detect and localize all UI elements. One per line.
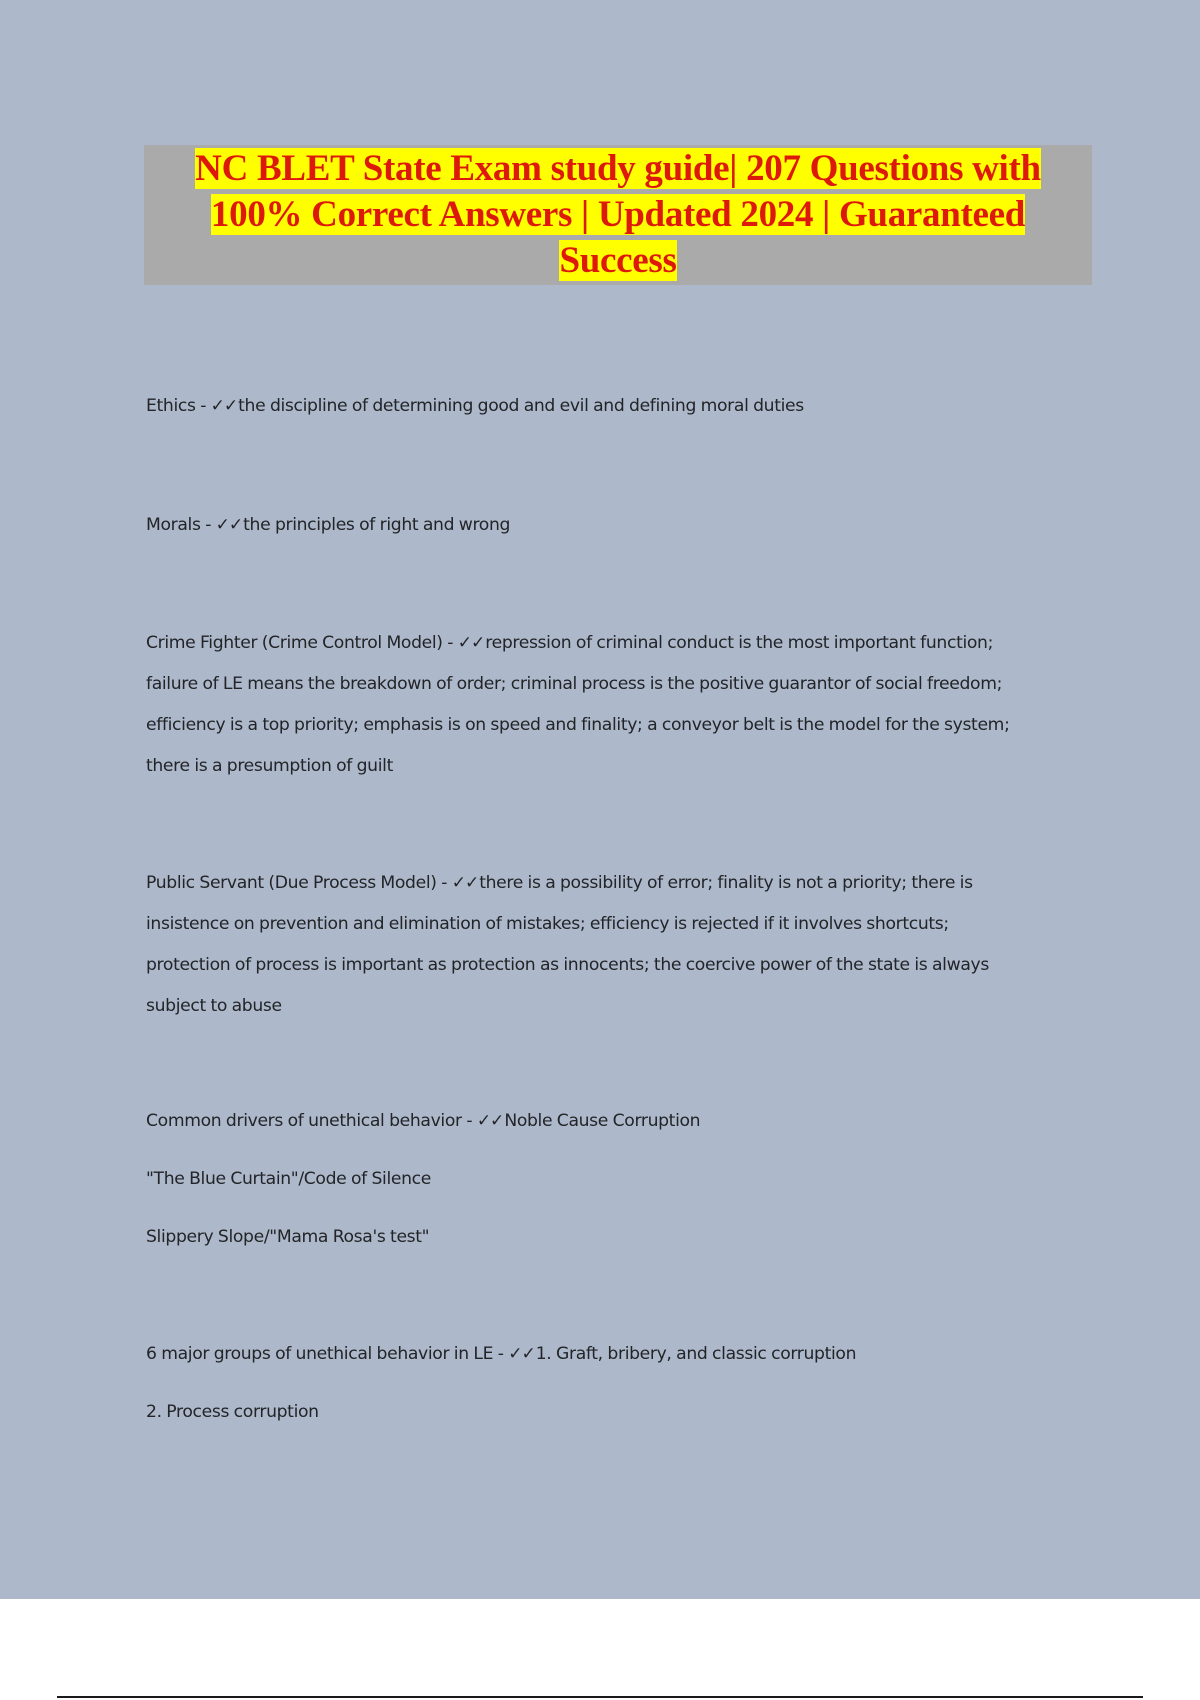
flashcard-entry-ethics: [146, 386, 1096, 427]
entry-separator: -: [442, 633, 458, 653]
entry-answer-line: subject to abuse: [146, 996, 282, 1016]
entry-term: 6 major groups of unethical behavior in LE: [146, 1344, 494, 1364]
entry-line: [146, 1101, 1096, 1159]
double-checkmark-icon: ✓✓: [210, 396, 238, 416]
entry-term: Ethics: [146, 396, 196, 416]
entry-answer-line: "The Blue Curtain"/Code of Silence: [146, 1169, 431, 1189]
entry-line: [146, 1334, 1096, 1392]
entry-term: Common drivers of unethical behavior: [146, 1111, 462, 1131]
entry-answer: there is a possibility of error; finality is not a priority; there is: [479, 873, 973, 893]
title-line-3: Success: [559, 240, 677, 281]
entry-separator: -: [436, 873, 452, 893]
double-checkmark-icon: ✓✓: [451, 873, 479, 893]
entry-term: Morals: [146, 515, 201, 535]
title-banner: [144, 145, 1092, 285]
entry-answer: repression of criminal conduct is the most important function;: [485, 633, 994, 653]
flashcard-entry-morals: [146, 505, 1096, 546]
double-checkmark-icon: ✓✓: [508, 1344, 535, 1364]
entry-answer-line: failure of LE means the breakdown of order; criminal process is the positive guarantor of social freedom;: [146, 674, 1003, 694]
entry-answer-line: insistence on prevention and elimination of mistakes; efficiency is rejected if it involves shortcuts;: [146, 914, 949, 934]
entry-answer-line: protection of process is important as protection as innocents; the coercive power of the state is always: [146, 955, 989, 975]
entry-separator: -: [200, 515, 216, 535]
entry-line: [146, 505, 1096, 546]
flashcard-entry-common-drivers: [146, 1101, 1096, 1258]
entry-separator: -: [195, 396, 211, 416]
entry-answer-line: there is a presumption of guilt: [146, 756, 393, 776]
entry-line: [146, 863, 1096, 904]
entry-answer-line: 2. Process corruption: [146, 1402, 319, 1422]
double-checkmark-icon: ✓✓: [457, 633, 485, 653]
entry-line: [146, 386, 1096, 427]
entry-answer: the discipline of determining good and evil and defining moral duties: [238, 396, 804, 416]
entry-line: [146, 623, 1096, 664]
entry-separator: -: [493, 1344, 509, 1364]
double-checkmark-icon: ✓✓: [215, 515, 243, 535]
double-checkmark-icon: ✓✓: [476, 1111, 504, 1131]
entry-answer: the principles of right and wrong: [243, 515, 511, 535]
entry-answer-line: Slippery Slope/"Mama Rosa's test": [146, 1227, 430, 1247]
entry-answer: Noble Cause Corruption: [504, 1111, 701, 1131]
title-line-1: NC BLET State Exam study guide| 207 Questions with: [195, 148, 1041, 189]
document-title: [144, 145, 1092, 284]
flashcard-entry-crime-fighter: [146, 623, 1096, 787]
entry-separator: -: [461, 1111, 477, 1131]
title-line-2: 100% Correct Answers | Updated 2024 | Guaranteed: [210, 194, 1026, 235]
flashcard-entry-six-major-groups: [146, 1334, 1096, 1433]
page-divider-line: [57, 1696, 1143, 1698]
entry-term: Public Servant (Due Process Model): [146, 873, 437, 893]
flashcard-entry-public-servant: [146, 863, 1096, 1027]
entry-term: Crime Fighter (Crime Control Model): [146, 633, 443, 653]
entry-answer-line: efficiency is a top priority; emphasis is on speed and finality; a conveyor belt is the model for the system;: [146, 715, 1010, 735]
entry-answer: 1. Graft, bribery, and classic corruption: [535, 1344, 857, 1364]
